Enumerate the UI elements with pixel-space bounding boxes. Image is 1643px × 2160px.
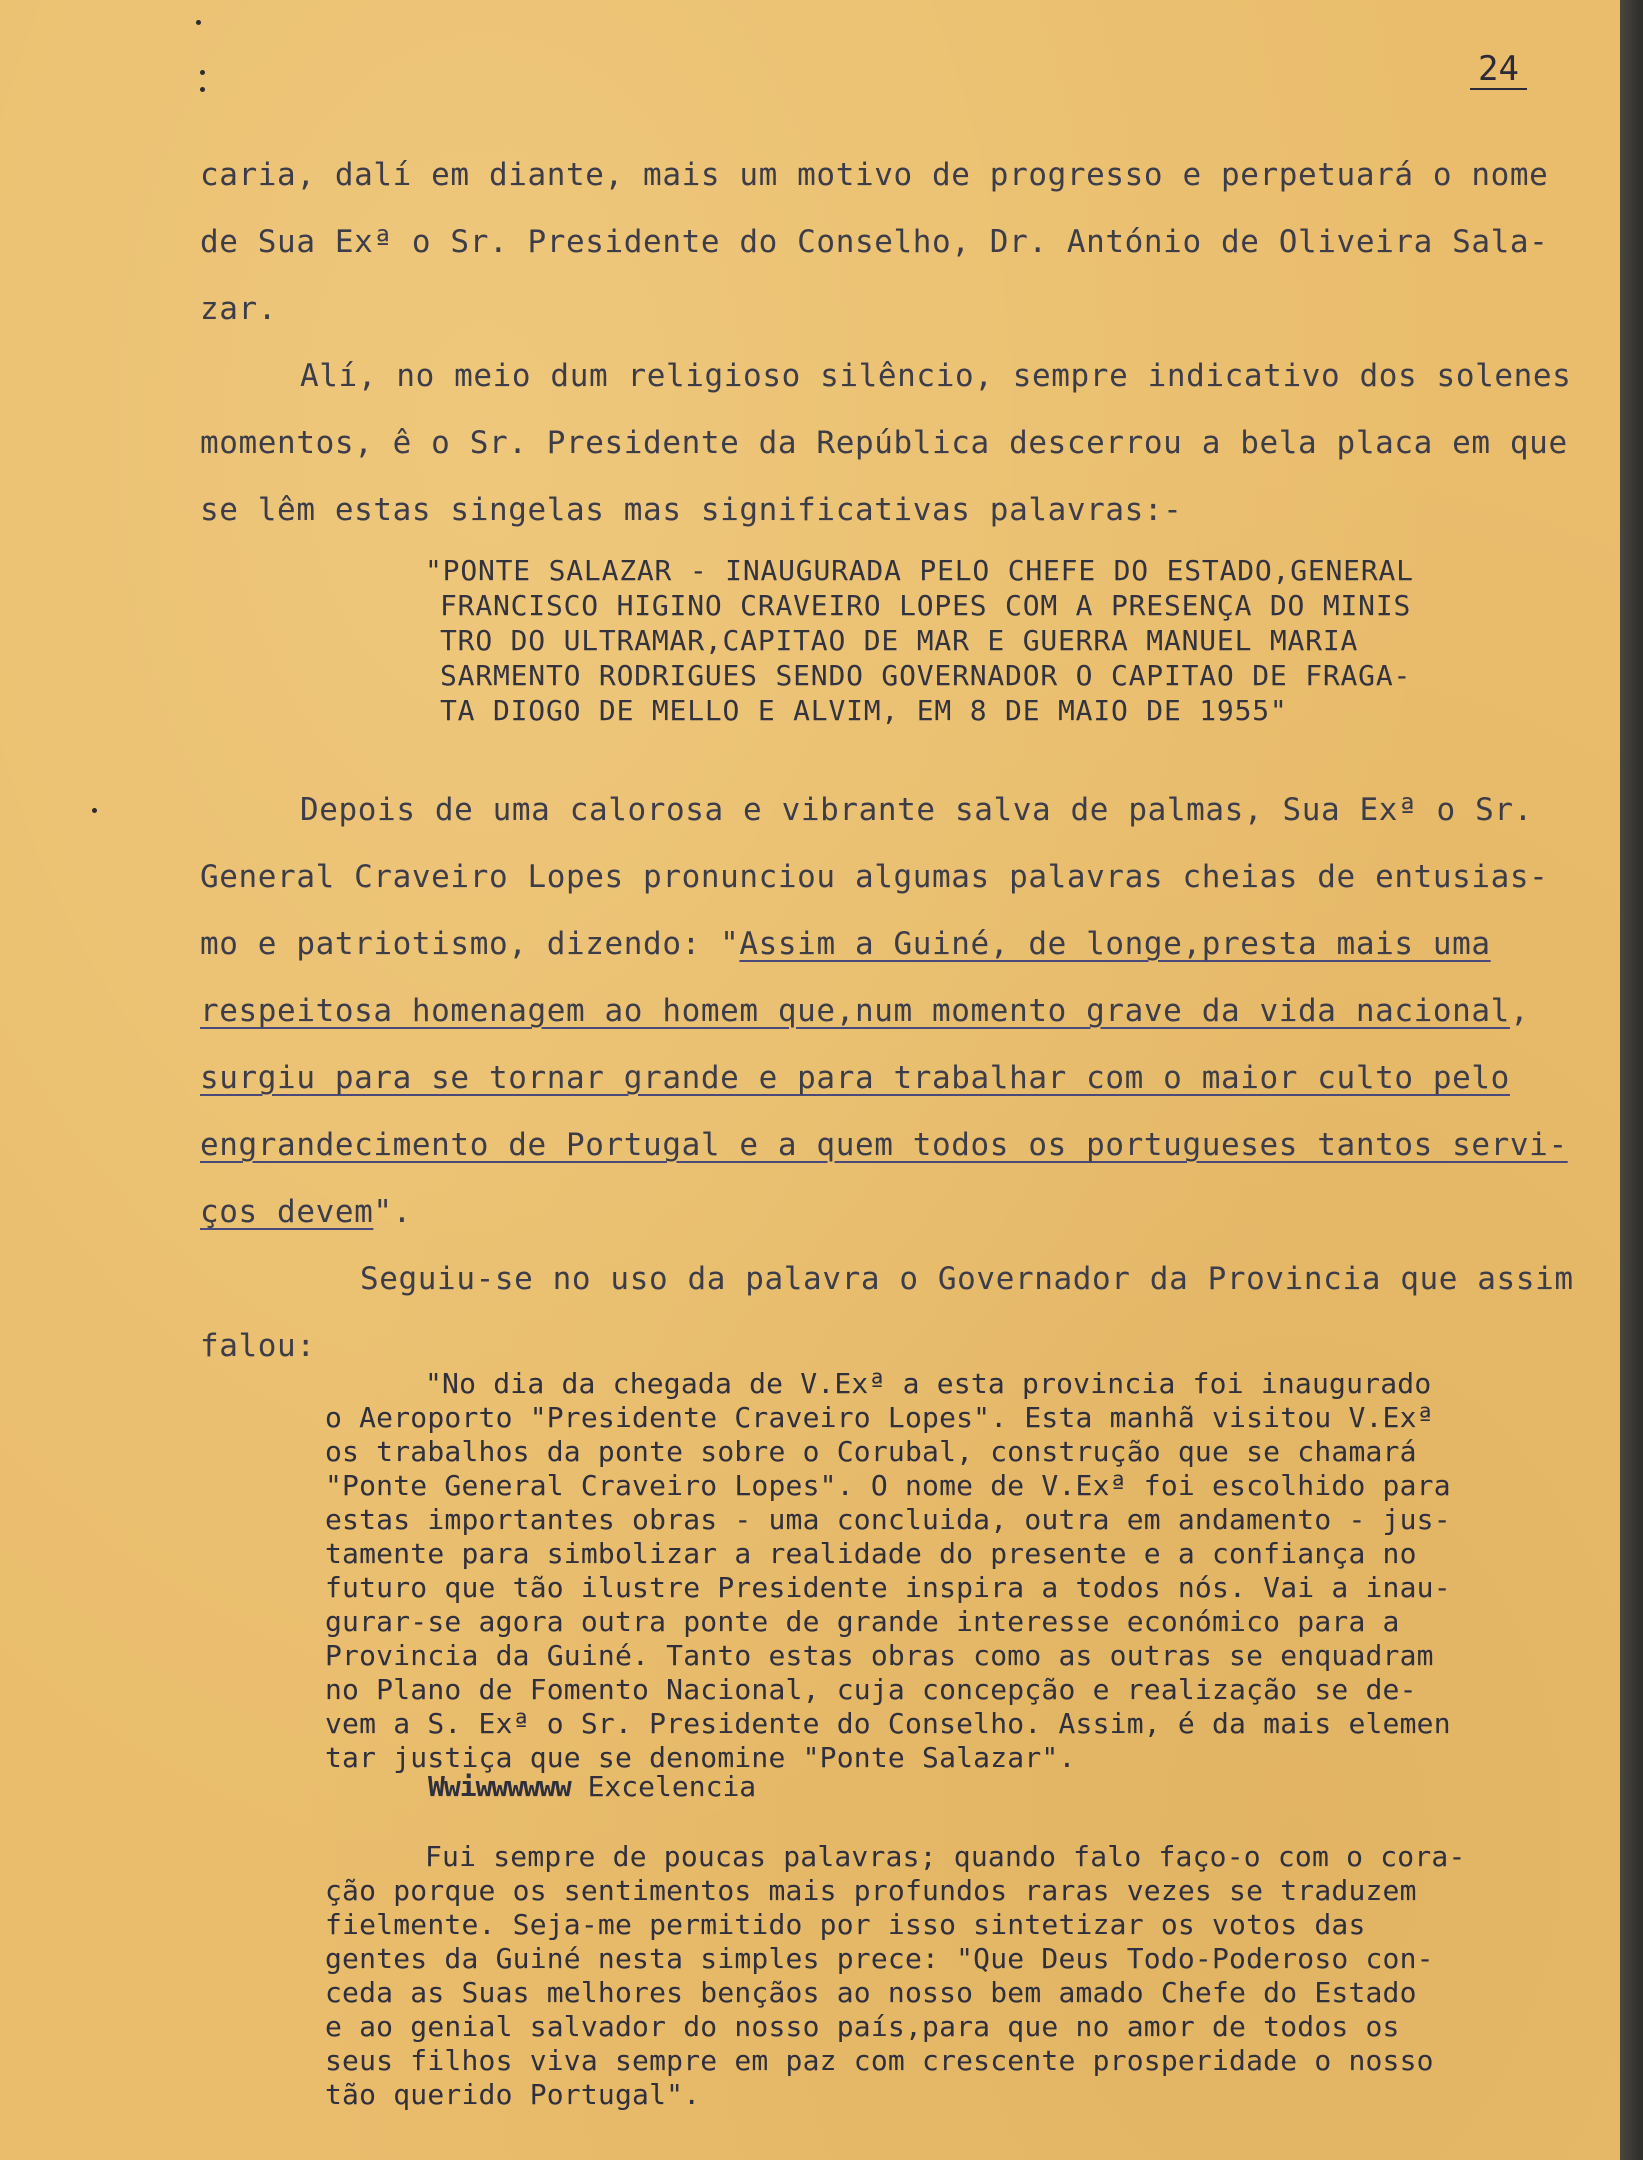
struck-out-typing: Wwiwwwwww [428, 1770, 571, 1803]
margin-dot [200, 70, 205, 75]
text-line: zar. [200, 291, 278, 327]
quote-tail: ". [373, 1194, 412, 1230]
speech-line: o Aeroporto "Presidente Craveiro Lopes". Esta manhã visitou V.Exª [325, 1401, 1434, 1434]
underlined-quote: ços devem [200, 1194, 374, 1230]
plaque-inscription-line: TRO DO ULTRAMAR,CAPITAO DE MAR E GUERRA MANUEL MARIA [440, 624, 1359, 657]
speech-line: gurar-se agora outra ponte de grande interesse económico para a [325, 1605, 1400, 1638]
text-line: Seguiu-se no uso da palavra o Governador da Provincia que assim [360, 1261, 1574, 1297]
speech-line: tão querido Portugal". [325, 2078, 701, 2111]
text-line [200, 1194, 412, 1230]
speech-line: "No dia da chegada de V.Exª a esta provincia foi inaugurado [425, 1367, 1432, 1400]
text-line: General Craveiro Lopes pronunciou algumas palavras cheias de entusias- [200, 859, 1549, 895]
text-line: se lêm estas singelas mas significativas palavras:- [200, 492, 1183, 528]
underlined-quote: respeitosa homenagem ao homem que,num momento grave da vida nacional [200, 993, 1510, 1029]
plaque-inscription-line: FRANCISCO HIGINO CRAVEIRO LOPES COM A PRESENÇA DO MINIS [440, 589, 1412, 622]
text-line: Depois de uma calorosa e vibrante salva de palmas, Sua Exª o Sr. [300, 792, 1533, 828]
speech-line: Provincia da Guiné. Tanto estas obras como as outras se enquadram [325, 1639, 1434, 1672]
plaque-inscription-line: "PONTE SALAZAR - INAUGURADA PELO CHEFE DO ESTADO,GENERAL [425, 554, 1414, 587]
speech-line: no Plano de Fomento Nacional, cuja concepção e realização se de- [325, 1673, 1417, 1706]
margin-dot [200, 87, 205, 92]
text-line: de Sua Exª o Sr. Presidente do Conselho, Dr. António de Oliveira Sala- [200, 224, 1549, 260]
speech-line: estas importantes obras - uma concluida, outra em andamento - jus- [325, 1503, 1451, 1536]
speech-line: tar justiça que se denomine "Ponte Salazar". [325, 1741, 1076, 1774]
salutation: Excelencia [587, 1770, 757, 1803]
text-line: Alí, no meio dum religioso silêncio, sempre indicativo dos solenes [300, 358, 1572, 394]
plaque-inscription-line: SARMENTO RODRIGUES SENDO GOVERNADOR O CAPITAO DE FRAGA- [440, 659, 1412, 692]
underlined-quote: engrandecimento de Portugal e a quem todos os portugueses tantos servi- [200, 1127, 1568, 1163]
speech-line: ção porque os sentimentos mais profundos raras vezes se traduzem [325, 1874, 1417, 1907]
text-line [200, 926, 1491, 962]
scan-edge [1620, 0, 1643, 2160]
page-number: 24 [1470, 52, 1527, 90]
underlined-quote: Assim a Guiné, de longe,presta mais uma [739, 926, 1491, 962]
underlined-quote: surgiu para se tornar grande e para trabalhar com o maior culto pelo [200, 1060, 1510, 1096]
speech-line: "Ponte General Craveiro Lopes". O nome de V.Exª foi escolhido para [325, 1469, 1451, 1502]
text-line [200, 1060, 1510, 1096]
speech-line: e ao genial salvador do nosso país,para que no amor de todos os [325, 2010, 1400, 2043]
margin-dot [196, 20, 201, 25]
quote-lead: mo e patriotismo, dizendo: " [200, 926, 740, 962]
salutation-line [428, 1770, 757, 1803]
speech-line: gentes da Guiné nesta simples prece: "Que Deus Todo-Poderoso con- [325, 1942, 1434, 1975]
speech-line: tamente para simbolizar a realidade do presente e a confiança no [325, 1537, 1417, 1570]
margin-dot [92, 808, 97, 813]
speech-line: Fui sempre de poucas palavras; quando falo faço-o com o cora- [425, 1840, 1466, 1873]
speech-line: os trabalhos da ponte sobre o Corubal, construção que se chamará [325, 1435, 1417, 1468]
text-line [200, 993, 1530, 1029]
text-line [200, 1127, 1568, 1163]
speech-line: fielmente. Seja-me permitido por isso sintetizar os votos das [325, 1908, 1366, 1941]
text-line: momentos, ê o Sr. Presidente da República descerrou a bela placa em que [200, 425, 1568, 461]
plaque-inscription-line: TA DIOGO DE MELLO E ALVIM, EM 8 DE MAIO DE 1955" [440, 694, 1288, 727]
speech-line: ceda as Suas melhores bençãos ao nosso bem amado Chefe do Estado [325, 1976, 1417, 2009]
speech-line: seus filhos viva sempre em paz com crescente prosperidade o nosso [325, 2044, 1434, 2077]
speech-line: futuro que tão ilustre Presidente inspira a todos nós. Vai a inau- [325, 1571, 1451, 1604]
quote-tail: , [1509, 993, 1530, 1029]
text-line: caria, dalí em diante, mais um motivo de progresso e perpetuará o nome [200, 157, 1549, 193]
speech-line: vem a S. Exª o Sr. Presidente do Conselho. Assim, é da mais elemen [325, 1707, 1451, 1740]
text-line: falou: [200, 1328, 316, 1364]
